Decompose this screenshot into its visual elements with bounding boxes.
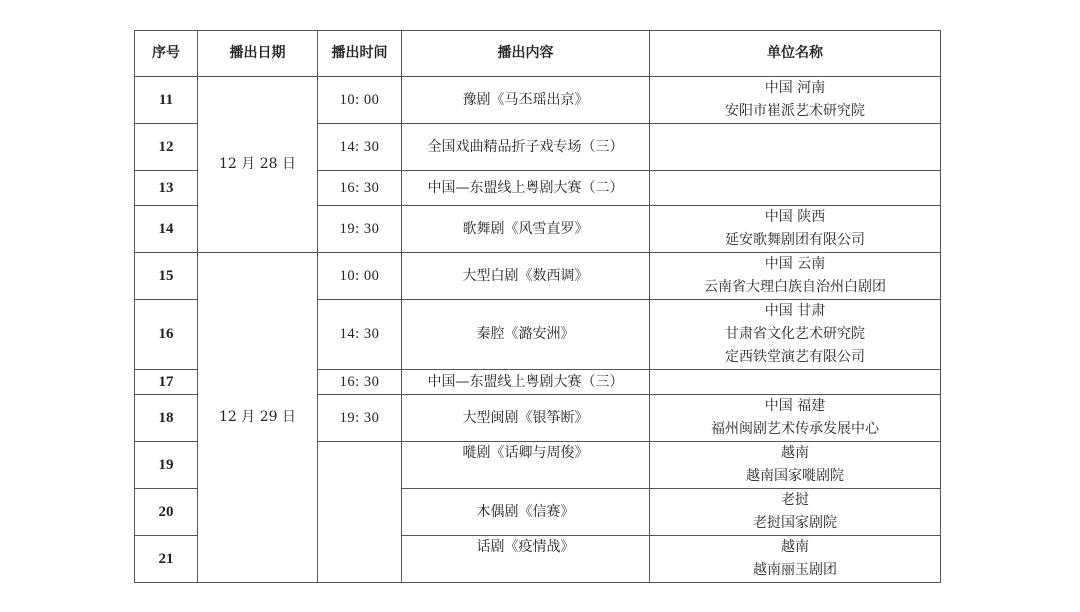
header-date: 播出日期 (198, 31, 318, 77)
broadcast-content: 话剧《疫情战》 (402, 536, 650, 583)
unit-name (650, 206, 941, 253)
unit-line: 老挝 (781, 492, 809, 508)
unit-name (650, 395, 941, 442)
unit-line: 中国 云南 (764, 256, 826, 272)
table-row (135, 253, 941, 300)
row-number: 13 (135, 171, 198, 206)
unit-name (650, 370, 941, 395)
broadcast-content: 豫剧《马丕瑶出京》 (402, 77, 650, 124)
row-number: 11 (135, 77, 198, 124)
header-row (135, 31, 941, 77)
broadcast-content: 中国—东盟线上粤剧大赛（二） (402, 171, 650, 206)
unit-line: 福州闽剧艺术传承发展中心 (711, 421, 879, 437)
unit-line: 甘肃省文化艺术研究院 (725, 326, 865, 342)
unit-name (650, 442, 941, 489)
broadcast-time: 14: 30 (318, 300, 402, 370)
row-number: 12 (135, 124, 198, 171)
header-unit: 单位名称 (650, 31, 941, 77)
unit-name (650, 300, 941, 370)
broadcast-content: 木偶剧《信赛》 (402, 489, 650, 536)
broadcast-time (318, 442, 402, 583)
unit-line: 中国 甘肃 (764, 303, 826, 319)
unit-line: 中国 河南 (764, 80, 826, 96)
broadcast-time: 19: 30 (318, 206, 402, 253)
unit-line: 越南国家嘥剧院 (746, 468, 844, 484)
broadcast-time: 10: 00 (318, 253, 402, 300)
unit-line: 云南省大理白族自治州白剧团 (704, 279, 886, 295)
row-number: 20 (135, 489, 198, 536)
row-number: 18 (135, 395, 198, 442)
unit-name (650, 171, 941, 206)
broadcast-date: 12 月 28 日 (198, 77, 318, 253)
unit-line: 越南 (781, 445, 809, 461)
unit-name (650, 77, 941, 124)
unit-line: 越南丽玉剧团 (753, 562, 837, 578)
broadcast-date: 12 月 29 日 (198, 253, 318, 583)
row-number: 15 (135, 253, 198, 300)
unit-name (650, 124, 941, 171)
row-number: 19 (135, 442, 198, 489)
broadcast-time: 16: 30 (318, 171, 402, 206)
broadcast-content: 歌舞剧《风雪直罗》 (402, 206, 650, 253)
unit-line: 延安歌舞剧团有限公司 (725, 232, 865, 248)
unit-name (650, 536, 941, 583)
header-no: 序号 (135, 31, 198, 77)
broadcast-time: 19: 30 (318, 395, 402, 442)
broadcast-time: 14: 30 (318, 124, 402, 171)
broadcast-time: 16: 30 (318, 370, 402, 395)
unit-line: 老挝国家剧院 (753, 515, 837, 531)
row-number: 16 (135, 300, 198, 370)
broadcast-content: 大型白剧《数西调》 (402, 253, 650, 300)
unit-name (650, 489, 941, 536)
row-number: 21 (135, 536, 198, 583)
unit-line: 中国 福建 (764, 398, 826, 414)
header-content: 播出内容 (402, 31, 650, 77)
broadcast-time: 10: 00 (318, 77, 402, 124)
unit-line: 安阳市崔派艺术研究院 (725, 103, 865, 119)
broadcast-content: 全国戏曲精品折子戏专场（三） (402, 124, 650, 171)
unit-name (650, 253, 941, 300)
broadcast-content: 秦腔《潞安洲》 (402, 300, 650, 370)
broadcast-content: 嘥剧《话卿与周俊》 (402, 442, 650, 489)
broadcast-content: 中国—东盟线上粤剧大赛（三） (402, 370, 650, 395)
unit-line: 越南 (781, 539, 809, 555)
table-row (135, 77, 941, 124)
unit-line: 中国 陕西 (764, 209, 826, 225)
row-number: 17 (135, 370, 198, 395)
unit-line: 定西铁堂演艺有限公司 (725, 349, 865, 365)
row-number: 14 (135, 206, 198, 253)
header-time: 播出时间 (318, 31, 402, 77)
schedule-table (134, 30, 941, 583)
broadcast-content: 大型闽剧《银筝断》 (402, 395, 650, 442)
